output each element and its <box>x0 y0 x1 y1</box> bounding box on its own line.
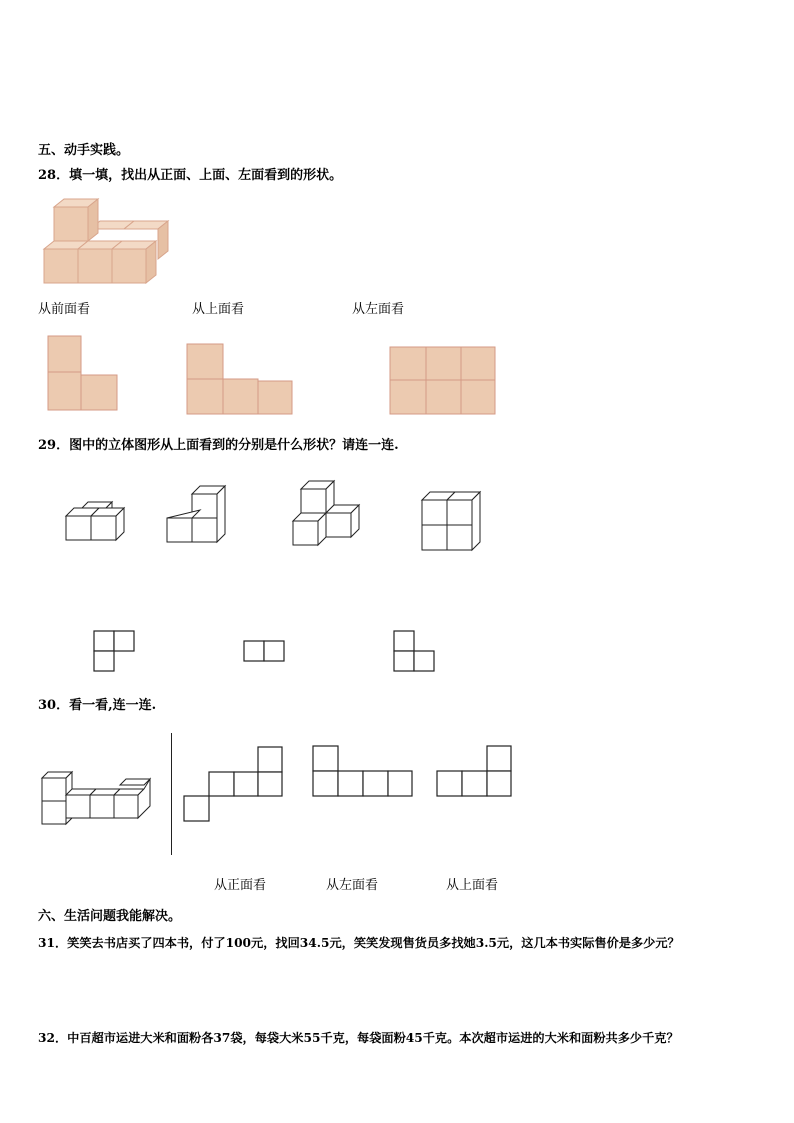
q28-front-view <box>47 335 119 413</box>
q28-cube-figure <box>40 195 180 290</box>
q30-view-b <box>311 745 415 799</box>
q29-top-view-b <box>243 640 287 664</box>
question-29: 29．图中的立体图形从上面看到的分别是什么形状？请连一连. <box>38 438 399 453</box>
q30-view-a <box>183 746 285 824</box>
q29-solid-4 <box>420 490 484 554</box>
q28-left-view <box>389 346 497 416</box>
q29-top-view-a <box>93 630 137 674</box>
q30-label-top: 从上面看 <box>446 878 499 893</box>
q30-divider-line <box>171 733 172 855</box>
question-30: 30．看一看,连一连. <box>38 698 157 713</box>
q29-solid-3 <box>291 479 363 549</box>
q29-top-view-c <box>393 630 437 674</box>
question-32: 32．中百超市运进大米和面粉各37袋，每袋大米55千克，每袋面粉45千克。本次超市运进的大米和面粉共多少千克？ <box>38 1031 679 1045</box>
q28-label-top: 从上面看 <box>192 302 245 317</box>
question-31: 31．笑笑去书店买了四本书，付了100元，找回34.5元，笑笑发现售货员多找她3.5元，这几本书实际售价是多少元？ <box>38 936 680 950</box>
q28-front-row <box>44 241 156 283</box>
q28-label-front: 从前面看 <box>38 302 91 317</box>
section-6-title: 六、生活问题我能解决。 <box>38 909 182 924</box>
q28-raised-cube <box>54 199 98 241</box>
q28-top-view <box>186 343 294 416</box>
section-5-title: 五、动手实践。 <box>38 143 130 158</box>
q30-solid <box>40 768 156 826</box>
q30-label-front: 从正面看 <box>214 878 267 893</box>
question-28: 28．填一填，找出从正面、上面、左面看到的形状。 <box>38 168 343 183</box>
q28-label-left: 从左面看 <box>352 302 405 317</box>
q30-view-c <box>436 745 516 799</box>
q30-label-left: 从左面看 <box>326 878 379 893</box>
q29-solid-2 <box>165 484 229 546</box>
q29-solid-1 <box>64 498 128 544</box>
